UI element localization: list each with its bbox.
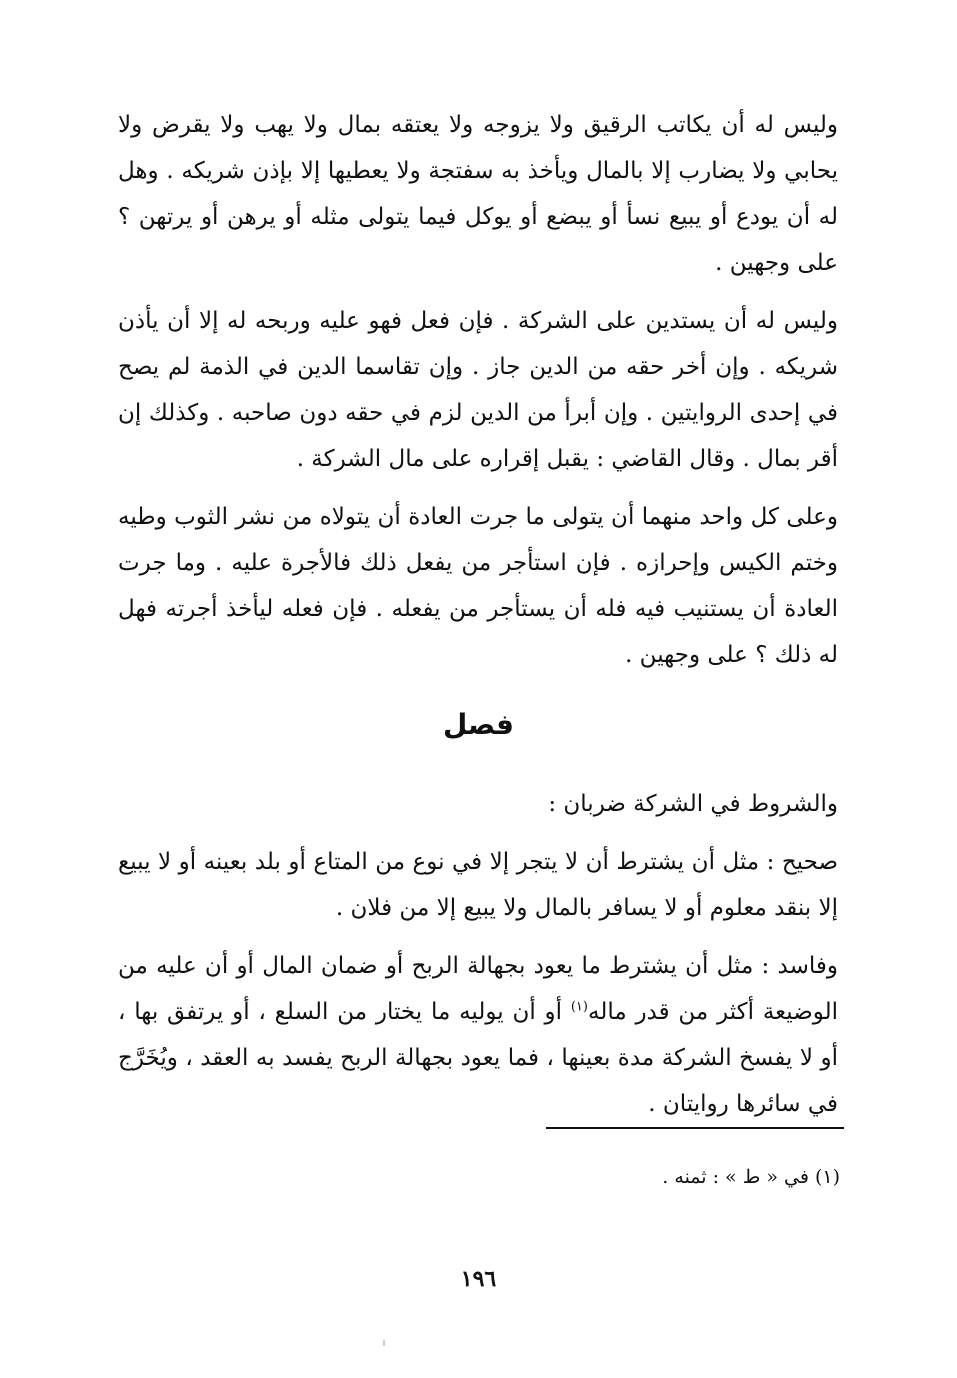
scan-mark <box>383 1340 385 1346</box>
paragraph-text: وفاسد : مثل أن يشترط ما يعود بجهالة الربح أو ضمان المال أو أن عليه من الوضيعة أكثر من قدر ماله <box>118 953 839 1025</box>
paragraph: والشروط في الشركة ضربان : <box>548 791 838 817</box>
paragraph-text: أو أن يوليه ما يختار من السلع ، أو يرتفق بها ، أو لا يفسخ الشركة مدة بعينها ، فما يعود بجهالة الربح يفسد به العقد ، ويُخَرَّج في سائرها روايتان . <box>118 999 838 1117</box>
footnote-marker[interactable]: (١) <box>570 999 588 1015</box>
paragraph: صحيح : مثل أن يشترط أن لا يتجر إلا في نوع من المتاع أو بلد بعينه أو لا يبيع إلا بنقد معلوم أو لا يسافر بالمال ولا يبيع إلا من فلان . <box>118 849 838 921</box>
section-heading: فصل <box>443 708 514 741</box>
paragraph: وعلى كل واحد منهما أن يتولى ما جرت العادة أن يتولاه من نشر الثوب وطيه وختم الكيس وإحرازه . فإن استأجر من يفعل ذلك فالأجرة عليه . وما جرت العادة أن يستنيب فيه فله أن يستأجر من يفعله . فإن فعله ليأخذ أجرته فهل له ذلك ؟ على وجهين . <box>118 504 838 668</box>
footnote: (١) في « ط » : ثمنه . <box>662 1166 840 1188</box>
main-text-bottom <box>118 781 838 1127</box>
paragraph-with-footnote <box>118 943 838 1127</box>
paragraph: وليس له أن يستدين على الشركة . فإن فعل فهو عليه وربحه له إلا أن يأذن شريكه . وإن أخر حقه من الدين جاز . وإن تقاسما الدين في الذمة لم يصح في إحدى الروايتين . وإن أبرأ من الدين لزم في حقه دون صاحبه . وكذلك إن أقر بمال . وقال القاضي : يقبل إقراره على مال الشركة . <box>118 308 838 472</box>
main-text-top <box>118 102 838 678</box>
paragraph: وليس له أن يكاتب الرقيق ولا يزوجه ولا يعتقه بمال ولا يهب ولا يقرض ولا يحابي ولا يضارب إلا بالمال ويأخذ به سفتجة ولا يعطيها إلا بإذن شريكه . وهل له أن يودع أو يبيع نسأ أو يبضع أو يوكل فيما يتولى مثله أو يرهن أو يرتهن ؟ على وجهين . <box>118 112 838 276</box>
page-number: ١٩٦ <box>460 1266 497 1292</box>
footnote-divider <box>546 1127 844 1129</box>
